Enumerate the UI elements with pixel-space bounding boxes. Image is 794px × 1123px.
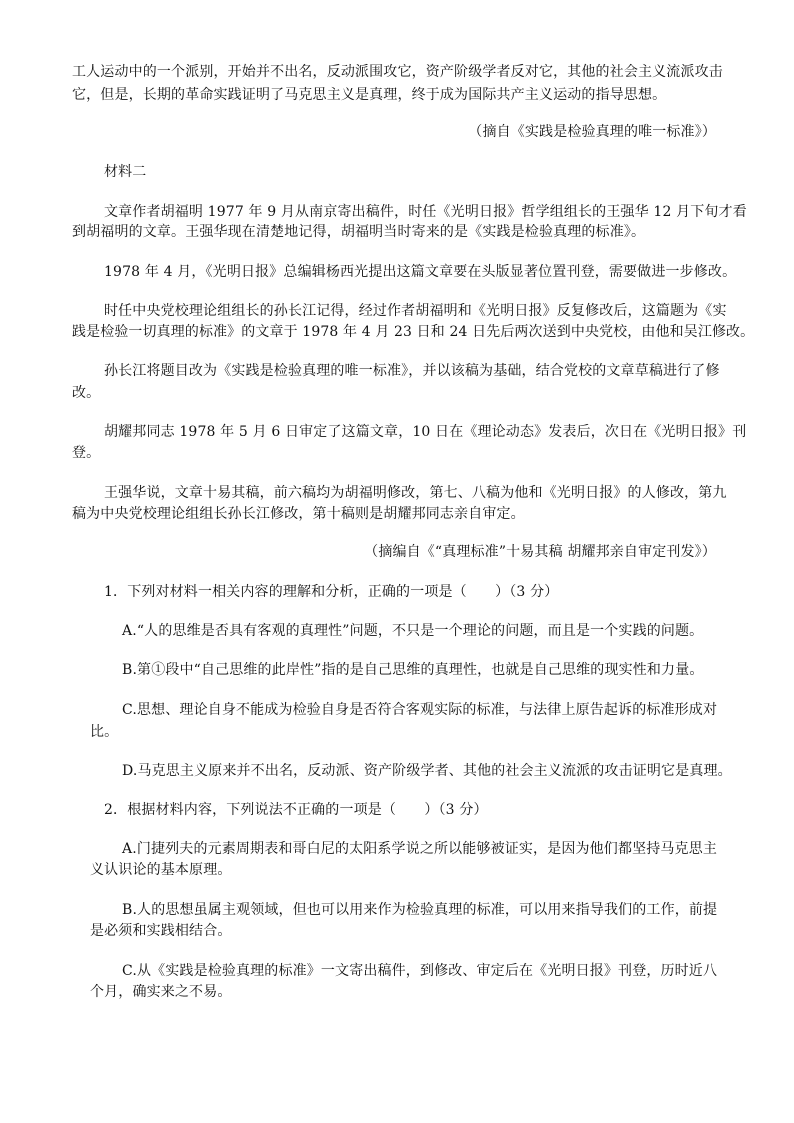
question-2-option-a-cont: 义认识论的基本原理。 bbox=[90, 862, 232, 878]
material1-text-line: 它，但是，长期的革命实践证明了马克思主义是真理，终于成为国际共产主义运动的指导思想。 bbox=[72, 87, 667, 103]
question-2-option-a: A.门捷列夫的元素周期表和哥白尼的太阳系学说之所以能够被证实，是因为他们都坚持马克思主 bbox=[122, 841, 718, 857]
question-1-option-c-cont: 比。 bbox=[90, 724, 119, 740]
material2-paragraph-line: 文章作者胡福明 1977 年 9 月从南京寄出稿件，时任《光明日报》哲学组组长的王强华 12 月下旬才看 bbox=[104, 204, 747, 220]
question-2-option-c: C.从《实践是检验真理的标准》一文寄出稿件，到修改、审定后在《光明日报》刊登，历时近八 bbox=[122, 963, 718, 979]
question-2-option-c-cont: 个月，确实来之不易。 bbox=[90, 984, 232, 1000]
question-1-stem: 1．下列对材料一相关内容的理解和分析，正确的一项是（ ）（3 分） bbox=[104, 584, 559, 600]
material2-paragraph-line: 改。 bbox=[72, 385, 101, 401]
material2-paragraph-line: 王强华说，文章十易其稿，前六稿均为胡福明修改，第七、八稿为他和《光明日报》的人修改，第九 bbox=[104, 485, 727, 501]
question-2-option-b-cont: 是必须和实践相结合。 bbox=[90, 923, 232, 939]
material2-paragraph-line: 时任中央党校理论组组长的孙长江记得，经过作者胡福明和《光明日报》反复修改后，这篇题为《实 bbox=[104, 303, 727, 319]
question-1-option-d: D.马克思主义原来并不出名，反动派、资产阶级学者、其他的社会主义流派的攻击证明它是真理。 bbox=[122, 763, 732, 779]
question-1-option-b: B.第①段中“自己思维的此岸性”指的是自己思维的真理性，也就是自己思维的现实性和力量。 bbox=[122, 662, 704, 678]
material2-paragraph-line: 践是检验一切真理的标准》的文章于 1978 年 4 月 23 日和 24 日先后两次送到中央党校，由他和吴江修改。 bbox=[72, 324, 755, 340]
question-1-option-a: A.“人的思维是否具有客观的真理性”问题，不只是一个理论的问题，而且是一个实践的问题。 bbox=[122, 623, 704, 639]
material1-source: （摘自《实践是检验真理的唯一标准》） bbox=[468, 124, 716, 140]
material2-paragraph-line: 登。 bbox=[72, 445, 101, 461]
material2-paragraph-line: 稿为中央党校理论组组长孙长江修改，第十稿则是胡耀邦同志亲自审定。 bbox=[72, 506, 525, 522]
question-2-stem: 2．根据材料内容，下列说法不正确的一项是（ ）（3 分） bbox=[104, 802, 488, 818]
question-1-option-c: C.思想、理论自身不能成为检验自身是否符合客观实际的标准，与法律上原告起诉的标准形成对 bbox=[122, 702, 718, 718]
material2-paragraph-line: 到胡福明的文章。王强华现在清楚地记得，胡福明当时寄来的是《实践是检验真理的标准》。 bbox=[72, 224, 646, 240]
material2-source: （摘编自《“真理标准”十易其稿 胡耀邦亲自审定刊发》） bbox=[364, 544, 716, 560]
material2-paragraph-line: 1978 年 4 月，《光明日报》总编辑杨西光提出这篇文章要在头版显著位置刊登，需要做进一步修改。 bbox=[104, 264, 737, 280]
material1-text-line: 工人运动中的一个派别，开始并不出名，反动派围攻它，资产阶级学者反对它，其他的社会主义流派攻击 bbox=[72, 64, 723, 80]
material2-heading: 材料二 bbox=[104, 164, 147, 180]
material2-paragraph-line: 胡耀邦同志 1978 年 5 月 6 日审定了这篇文章，10 日在《理论动态》发表后，次日在《光明日报》刊 bbox=[104, 424, 747, 440]
question-2-option-b: B.人的思想虽属主观领域，但也可以用来作为检验真理的标准，可以用来指导我们的工作，前提 bbox=[122, 902, 718, 918]
material2-paragraph-line: 孙长江将题目改为《实践是检验真理的唯一标准》，并以该稿为基础，结合党校的文章草稿进行了修 bbox=[104, 363, 720, 379]
